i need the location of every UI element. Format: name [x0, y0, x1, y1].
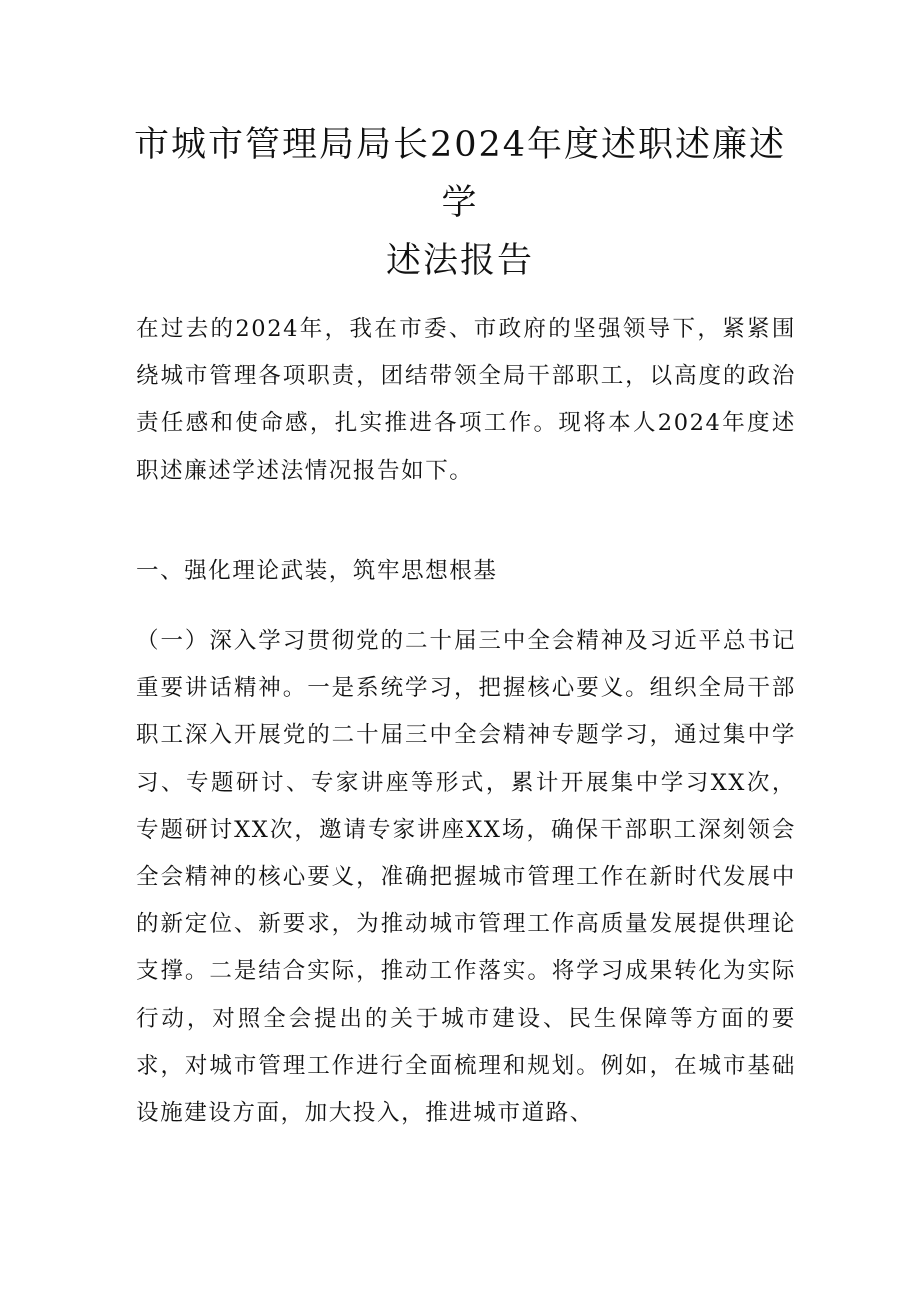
- title-line-2: 述法报告: [385, 241, 534, 281]
- intro-paragraph: 在过去的2024年，我在市委、市政府的坚强领导下，紧紧围绕城市管理各项职责，团结带领全局干部职工，以高度的政治责任感和使命感，扎实推进各项工作。现将本人2024年度述职述廉述学述法情况报告如下。: [136, 316, 796, 484]
- body-paragraph: （一）深入学习贯彻党的二十届三中全会精神及习近平总书记重要讲话精神。一是系统学习，把握核心要义。组织全局干部职工深入开展党的二十届三中全会精神专题学习，通过集中学习、专题研讨、专家讲座等形式，累计开展集中学习XX次，专题研讨XX次，邀请专家讲座XX场，确保干部职工深刻领会全会精神的核心要义，准确把握城市管理工作在新时代发展中的新定位、新要求，为推动城市管理工作高质量发展提供理论支撑。二是结合实际，推动工作落实。将学习成果转化为实际行动，对照全会提出的关于城市建设、民生保障等方面的要求，对城市管理工作进行全面梳理和规划。例如，在城市基础设施建设方面，加大投入，推进城市道路、: [136, 628, 796, 1127]
- section-heading: 一、强化理论武装，筑牢思想根基: [136, 558, 498, 584]
- title-line-1: 市城市管理局局长2024年度述职述廉述学: [133, 125, 787, 223]
- document-title: [120, 116, 800, 290]
